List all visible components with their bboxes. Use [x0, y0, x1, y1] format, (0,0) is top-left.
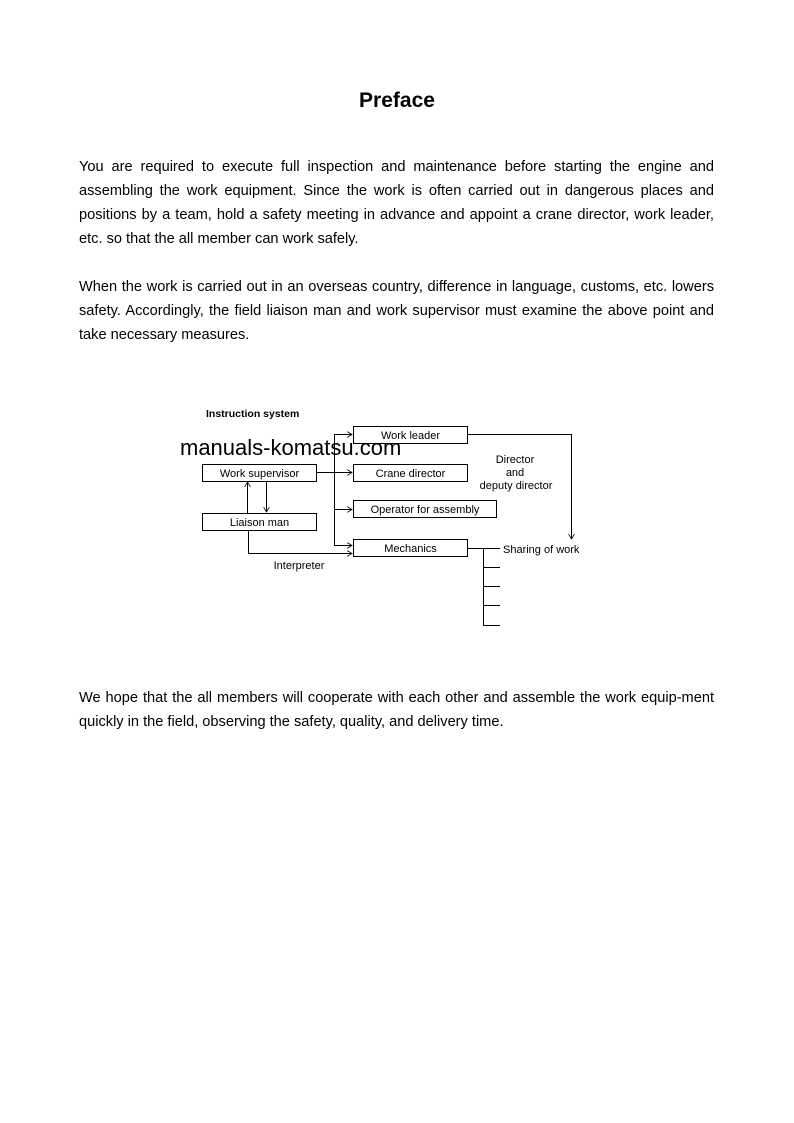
paragraph-2: When the work is carried out in an overseas country, difference in language, customs, etc. lowers safety. Accordingly, the field liaison man and work supervisor must examine the above point and take necessary measures.: [79, 279, 714, 343]
work-leader-label: Work leader: [380, 430, 441, 442]
paragraph-3: We hope that the all members will cooperate with each other and assemble the work equip-ment quickly in the field, observing the safety, quality, and delivery time.: [79, 690, 714, 730]
operator-label: Operator for assembly: [370, 504, 480, 516]
interpreter-label: Interpreter: [273, 560, 325, 572]
director-and-label: and: [505, 467, 525, 479]
mechanics-label: Mechanics: [384, 543, 437, 555]
sharing-of-work-label: Sharing of work: [503, 544, 580, 556]
page-title: Preface: [359, 89, 435, 112]
deputy-director-label: deputy director: [479, 480, 553, 492]
paragraph-1: You are required to execute full inspection and maintenance before starting the engine and assembling the work equipment. Since the work is often carried out in dangerous places and positions by a team, hold a safety meeting in advance and appoint a crane director, work leader, etc. so that the all member can work safely.: [79, 159, 714, 247]
work-supervisor-label: Work supervisor: [219, 468, 300, 480]
watermark: manuals-komatsu.com: [180, 435, 402, 460]
crane-director-label: Crane director: [375, 468, 446, 480]
diagram-heading: Instruction system: [206, 408, 300, 420]
director-label: Director: [495, 454, 535, 466]
liaison-man-label: Liaison man: [229, 517, 290, 529]
